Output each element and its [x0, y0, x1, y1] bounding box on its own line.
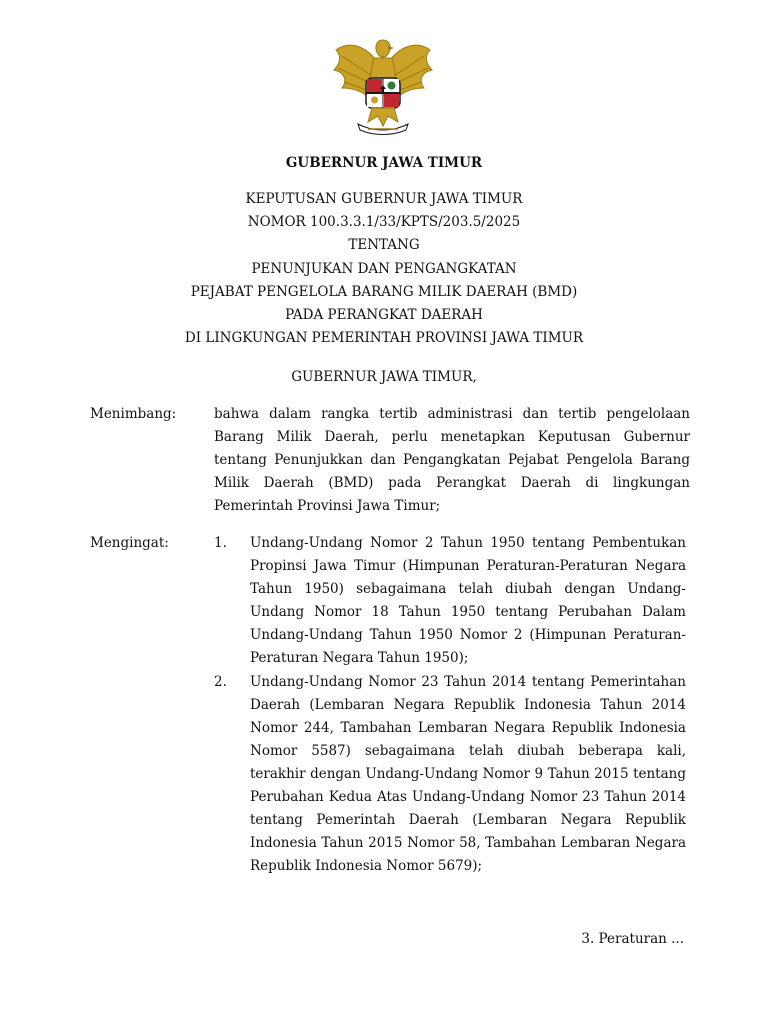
mengingat-item-number: 2. — [214, 674, 227, 690]
mengingat-item-text: Undang-Undang Nomor 2 Tahun 1950 tentang Pembentukan Propinsi Jawa Timur (Himpunan Peraturan-Peraturan Negara Tahun 1950) sebagaimana telah diubah dengan Undang-Undang Nomor 18 Tahun 1950 tentang Perubahan Dalam Undang-Undang Tahun 1950 Nomor 2 (Himpunan Peraturan-Peraturan Negara Tahun 1950); — [250, 535, 686, 666]
decree-subject-line: PADA PERANGKAT DAERAH — [285, 306, 483, 323]
decree-type-line: KEPUTUSAN GUBERNUR JAWA TIMUR — [245, 191, 523, 207]
decree-subject-line: DI LINGKUNGAN PEMERINTAH PROVINSI JAWA TIMUR — [184, 330, 584, 347]
garuda-pancasila-emblem-icon — [328, 36, 438, 140]
office-title: GUBERNUR JAWA TIMUR — [285, 155, 483, 171]
decree-number-line: NOMOR 100.3.3.1/33/KPTS/203.5/2025 — [247, 214, 521, 231]
governor-heading: GUBERNUR JAWA TIMUR, — [291, 369, 477, 385]
mengingat-item-text: Undang-Undang Nomor 23 Tahun 2014 tentang Pemerintahan Daerah (Lembaran Negara Republik Indonesia Tahun 2014 Nomor 244, Tambahan Lembaran Negara Republik Indonesia Nomor 5587) sebagaimana telah diubah beberapa kali, terakhir dengan Undang-Undang Nomor 9 Tahun 2015 tentang Perubahan Kedua Atas Undang-Undang Nomor 23 Tahun 2014 tentang Pemerintah Daerah (Lembaran Negara Republik Indonesia Tahun 2015 Nomor 58, Tambahan Lembaran Negara Republik Indonesia Nomor 5679); — [250, 674, 686, 874]
decree-subject-line: PENUNJUKAN DAN PENGANGKATAN — [251, 260, 517, 277]
mengingat-label: Mengingat: — [90, 535, 169, 551]
decree-heading — [0, 188, 768, 350]
menimbang-text: bahwa dalam rangka tertib administrasi dan tertib pengelolaan Barang Milik Daerah, perlu menetapkan Keputusan Gubernur tentang Penunjukkan dan Pengangkatan Pejabat Pengelola Barang Milik Daerah (BMD) pada Perangkat Daerah di lingkungan Pemerintah Provinsi Jawa Timur; — [214, 406, 690, 514]
decree-about-line: TENTANG — [348, 237, 420, 254]
decree-subject-line: PEJABAT PENGELOLA BARANG MILIK DAERAH (BMD) — [190, 283, 578, 300]
menimbang-label: Menimbang: — [90, 406, 177, 422]
mengingat-item-number: 1. — [214, 535, 227, 551]
page-continuation: 3. Peraturan ... — [581, 931, 684, 947]
